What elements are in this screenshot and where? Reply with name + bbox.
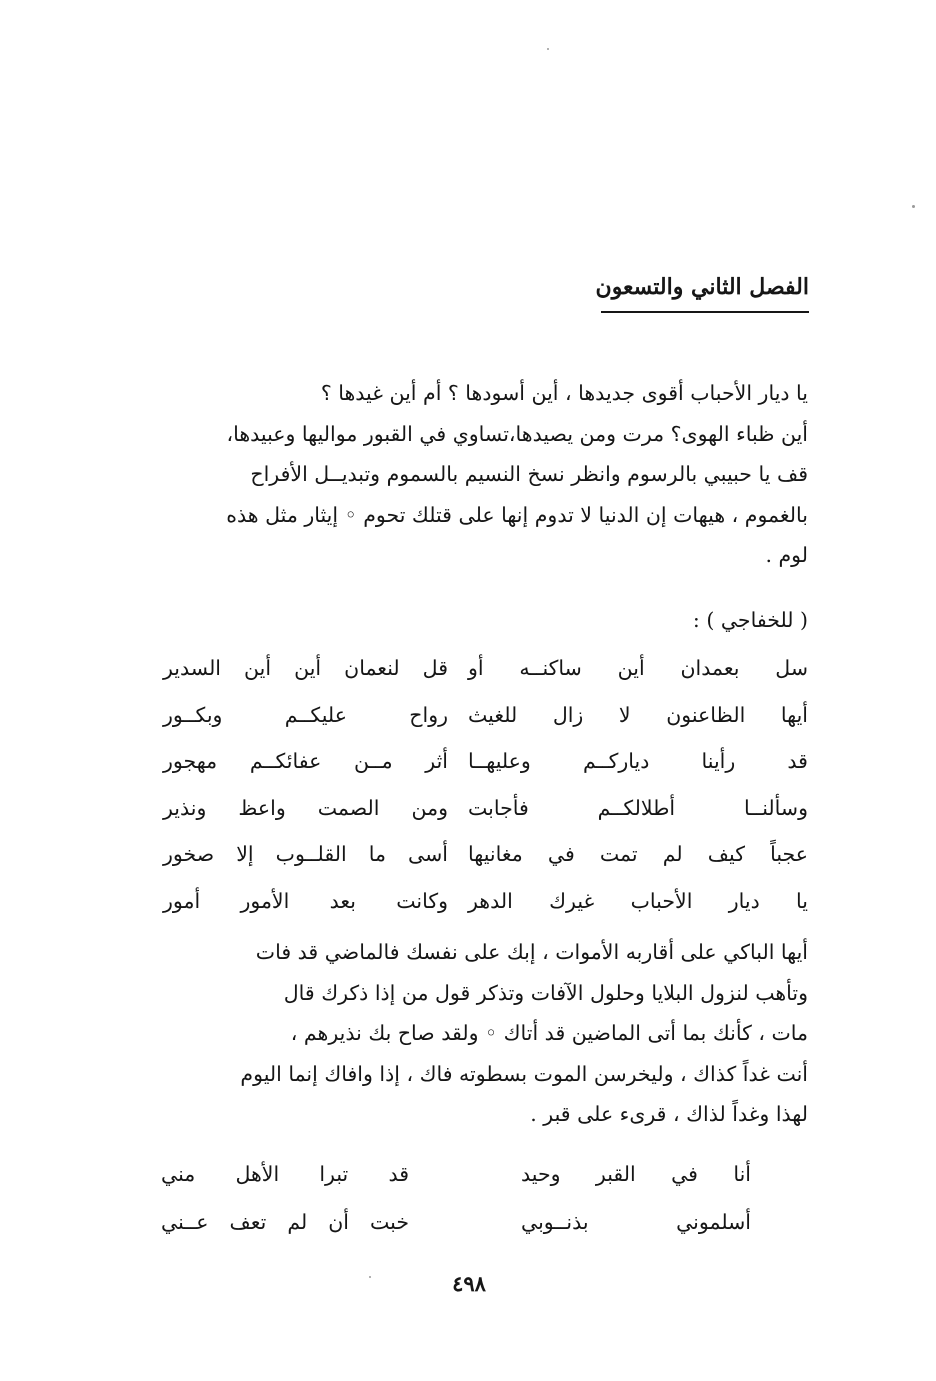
chapter-title: الفصل الثاني والتسعون [595,274,809,300]
verse-second-hemistich: وكانت بعد الأمور أمور [163,888,448,913]
paragraph-1 [163,373,808,576]
poet-attribution: ( للخفاجي ) : [692,608,808,632]
scan-speck [912,205,915,208]
verse-first-hemistich: أنا في القبر وحيد [521,1162,751,1186]
poem-verse [163,692,808,739]
poem-verse [163,785,808,832]
verse-second-hemistich: أسى ما القلــوب إلا صخور [163,842,448,866]
scan-speck [547,48,549,50]
verse-first-hemistich: قد رأينا دياركــم وعليهــا [468,749,808,773]
verse-second-hemistich: رواح عليكــم وبكــور [163,702,448,727]
verse-second-hemistich: ومن الصمت واعظ ونذير [163,795,448,820]
verse-second-hemistich: قل لنعمان أين أين السدير [163,656,448,680]
verse-first-hemistich: سل بعمدان أين ساكنــه أو [468,656,808,680]
paragraph-line: وتأهب لنزول البلايا وحلول الآفات وتذكر قول من إذا ذكرك قال [283,980,808,1005]
chapter-title-underline [601,311,809,313]
verse-first-hemistich: عجباً كيف لم تمت في مغانيها [468,842,808,866]
scan-speck [369,1276,371,1278]
poem-khafaji [163,645,808,924]
poem-verse [163,645,808,692]
paragraph-line: بالغموم ، هيهات إن الدنيا لا تدوم إنها على قتلك تحوم ◦ إيثار مثل هذه [226,502,808,527]
paragraph-line: أين ظباء الهوى؟ مرت ومن يصيدها،تساوي في القبور مواليها وعبيدها، [226,421,808,446]
verse-first-hemistich: أسلموني بذنــوبي [521,1210,751,1234]
paragraph-line: أيها الباكي على أقاربه الأموات ، إبك على نفسك فالماضي قد فات [255,940,808,964]
paragraph-line: يا ديار الأحباب أقوى جديدها ، أين أسودها ؟ أم أين غيدها ؟ [320,381,808,405]
page-number: ٤٩٨ [452,1271,486,1296]
verse-second-hemistich: خبت أن لم تعف عــني [161,1210,409,1234]
paragraph-line: قف يا حبيبي بالرسوم وانظر نسخ النسيم بالسموم وتبديــل الأفراح [250,462,808,486]
paragraph-line: أنت غداً كذاك ، وليخرسن الموت بسطوته فاك ، إذا وافاك إنما اليوم [240,1061,808,1086]
poem-verse [161,1198,751,1246]
poem-verse [163,878,808,925]
verse-first-hemistich: يا ديار الأحباب غيرك الدهر [468,888,808,913]
poem-verse [161,1150,751,1198]
poem-verse [163,738,808,785]
paragraph-line: مات ، كأنك بما أتى الماضين قد أتاك ◦ ولقد صاح بك نذيرهم ، [290,1021,808,1045]
verse-second-hemistich: قد تبرا الأهل مني [161,1162,409,1186]
paragraph-2 [163,932,808,1135]
verse-second-hemistich: أثر مــن عفائكــم مهجور [163,749,448,773]
paragraph-line: لهذا وغداً لذاك ، قرىء على قبر . [530,1102,808,1126]
verse-first-hemistich: وسألنــا أطلالكــم فأجابت [468,795,808,820]
poem-verse [163,831,808,878]
poem-grave-inscription [161,1150,751,1246]
verse-first-hemistich: أيها الظاعنون لا زال للغيث [468,702,808,727]
paragraph-line: لوم . [765,543,808,567]
